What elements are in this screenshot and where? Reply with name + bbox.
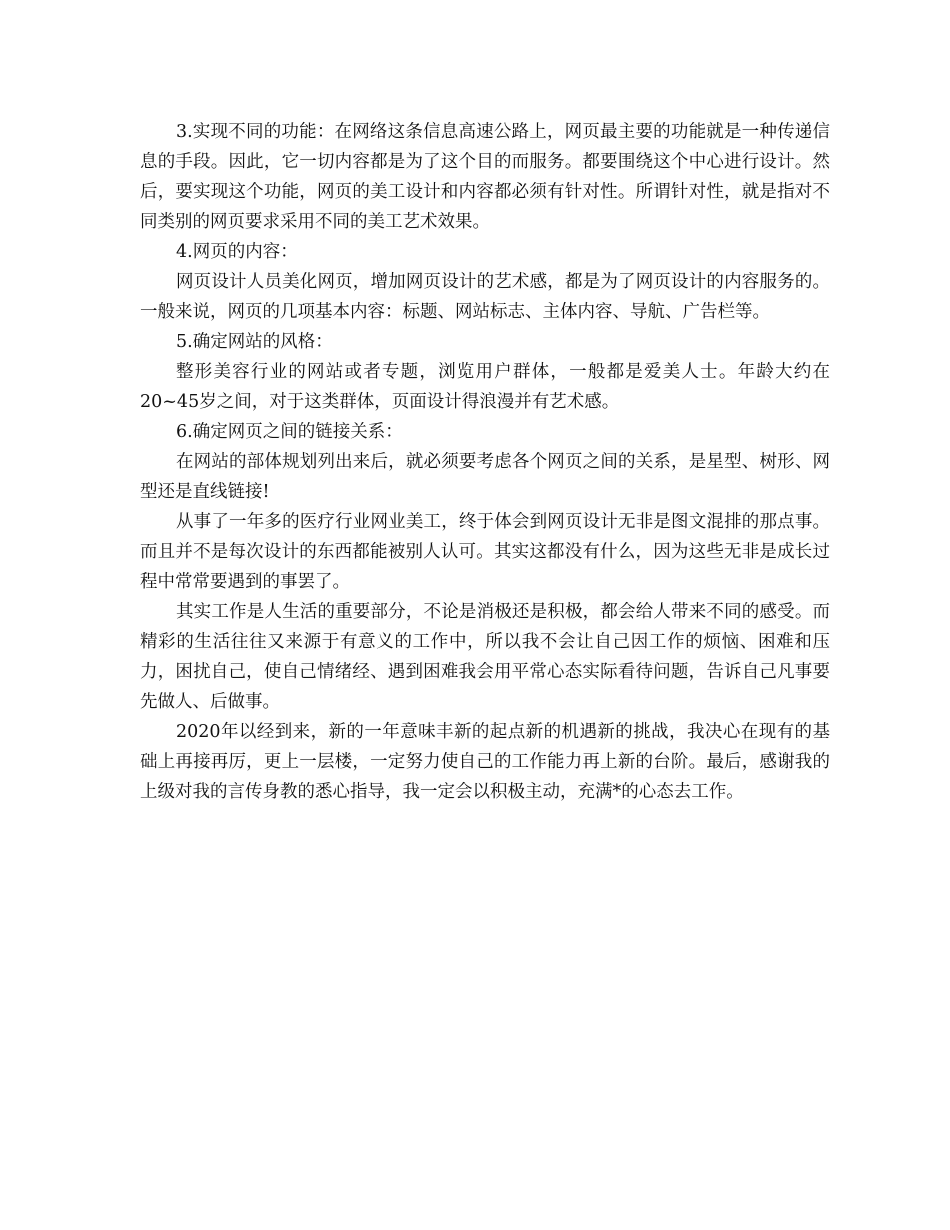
paragraph-site-style: 整形美容行业的网站或者专题，浏览用户群体，一般都是爱美人士。年龄大约在20~45岁之间，对于这类群体，页面设计得浪漫并有艺术感。 [140,362,830,412]
document-body [140,117,830,807]
heading-site-style: 5.确定网站的风格： [176,332,333,352]
paragraph-link-relations: 在网站的部体规划列出来后，就必须要考虑各个网页之间的关系，是星型、树形、网型还是直线链接! [140,452,830,502]
paragraph-web-content: 网页设计人员美化网页，增加网页设计的艺术感，都是为了网页设计的内容服务的。一般来说，网页的几项基本内容：标题、网站标志、主体内容、导航、广告栏等。 [140,272,830,322]
paragraph-experience: 从事了一年多的医疗行业网业美工，终于体会到网页设计无非是图文混排的那点事。而且并不是每次设计的东西都能被别人认可。其实这都没有什么，因为这些无非是成长过程中常常要遇到的事罢了。 [140,512,830,592]
paragraph-work-life: 其实工作是人生活的重要部分，不论是消极还是积极，都会给人带来不同的感受。而精彩的生活往往又来源于有意义的工作中，所以我不会让自己因工作的烦恼、困难和压力，困扰自己，使自己情绪经、遇到困难我会用平常心态实际看待问题，告诉自己凡事要先做人、后做事。 [140,602,830,712]
paragraph-new-year: 2020年以经到来，新的一年意味丰新的起点新的机遇新的挑战，我决心在现有的基础上再接再厉，更上一层楼，一定努力使自己的工作能力再上新的台阶。最后，感谢我的上级对我的言传身教的悉心指导，我一定会以积极主动，充满*的心态去工作。 [140,722,830,802]
heading-link-relations: 6.确定网页之间的链接关系： [176,422,403,442]
paragraph-function: 3.实现不同的功能：在网络这条信息高速公路上，网页最主要的功能就是一种传递信息的手段。因此，它一切内容都是为了这个目的而服务。都要围绕这个中心进行设计。然后，要实现这个功能，网页的美工设计和内容都必须有针对性。所谓针对性，就是指对不同类别的网页要求采用不同的美工艺术效果。 [140,122,830,232]
heading-web-content: 4.网页的内容： [176,242,298,262]
